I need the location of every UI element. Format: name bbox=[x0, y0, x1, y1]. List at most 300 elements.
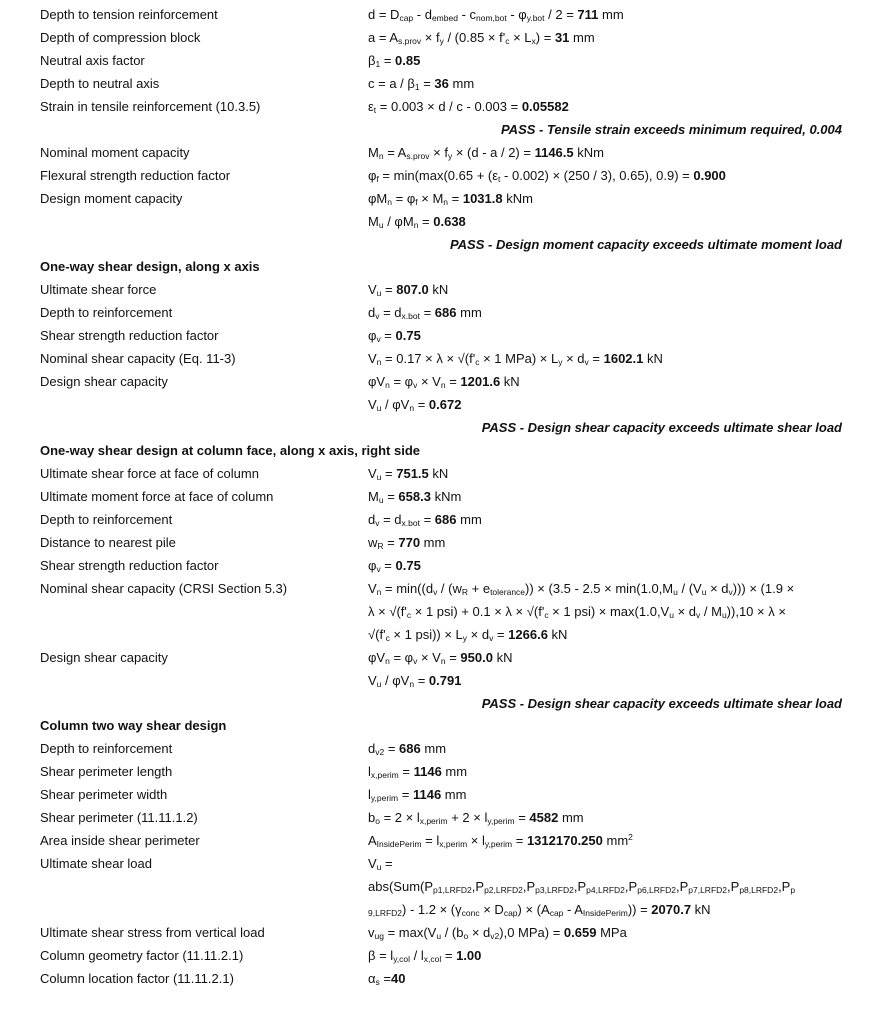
formula-subscript: ug bbox=[374, 931, 384, 941]
row-label: Depth to reinforcement bbox=[40, 741, 173, 757]
formula bbox=[368, 738, 446, 760]
calc-row bbox=[0, 578, 883, 600]
formula bbox=[368, 211, 466, 233]
formula-text: / φV bbox=[381, 672, 410, 688]
formula-text: = bbox=[419, 305, 435, 321]
result-unit: mm bbox=[456, 305, 482, 321]
formula-text: = min((d bbox=[381, 580, 434, 596]
calc-row bbox=[0, 968, 883, 990]
row-label: Design shear capacity bbox=[40, 649, 168, 665]
formula bbox=[368, 394, 461, 416]
calc-row bbox=[0, 463, 883, 485]
result-unit: kN bbox=[500, 374, 520, 390]
formula-subscript: v bbox=[375, 311, 380, 322]
formula-subscript: y bbox=[447, 150, 453, 161]
formula-text: β bbox=[368, 52, 376, 68]
formula-subscript: u bbox=[376, 862, 382, 873]
formula-text: l bbox=[368, 787, 371, 803]
row-label: Distance to nearest pile bbox=[40, 534, 176, 550]
calc-row bbox=[0, 670, 883, 692]
calc-row bbox=[0, 27, 883, 49]
row-label: Shear perimeter width bbox=[40, 787, 168, 803]
formula-subscript: x,perim bbox=[370, 770, 399, 781]
result-unit: MPa bbox=[596, 925, 627, 940]
formula-subscript: s bbox=[375, 976, 380, 987]
formula-text: = bbox=[398, 764, 414, 780]
formula bbox=[368, 532, 445, 554]
formula bbox=[368, 761, 467, 783]
formula-subscript: v bbox=[376, 563, 381, 574]
formula-subscript: u bbox=[376, 403, 382, 414]
formula-text: l bbox=[368, 764, 371, 780]
result-value: 2070.7 bbox=[651, 902, 692, 917]
calc-row bbox=[0, 738, 883, 760]
formula-subscript: u bbox=[378, 494, 384, 505]
formula bbox=[368, 27, 595, 49]
formula-text: abs(Sum(P bbox=[368, 879, 434, 895]
formula-text: = bbox=[383, 534, 399, 550]
formula-subscript: u bbox=[436, 931, 442, 941]
result-value: 0.05582 bbox=[521, 98, 569, 114]
result-unit: mm bbox=[420, 534, 446, 550]
formula-subscript: cap bbox=[549, 908, 564, 918]
formula-text: × d bbox=[467, 626, 490, 642]
formula-text: ,P bbox=[573, 879, 587, 895]
result-value: 0.85 bbox=[395, 52, 421, 68]
formula-text: λ × √(f' bbox=[368, 603, 407, 619]
calc-row bbox=[0, 899, 883, 921]
formula-text: a = A bbox=[368, 29, 398, 45]
result-unit: kN bbox=[691, 902, 711, 917]
result-unit: mm bbox=[441, 764, 468, 780]
formula-subscript: f bbox=[376, 173, 379, 184]
formula-text: - d bbox=[413, 7, 432, 22]
result-value: 1031.8 bbox=[462, 190, 503, 206]
formula-text: = φ bbox=[392, 190, 416, 206]
formula-subscript: y,col bbox=[393, 953, 411, 964]
formula bbox=[368, 302, 482, 324]
formula bbox=[368, 73, 474, 95]
pass-message: PASS - Design moment capacity exceeds ultimate moment load bbox=[449, 236, 842, 252]
formula-subscript: n bbox=[385, 380, 390, 391]
result-unit: mm bbox=[456, 511, 482, 527]
formula bbox=[368, 899, 711, 921]
formula-subscript: R bbox=[377, 540, 384, 551]
formula-text: √(f' bbox=[368, 626, 386, 642]
formula-text: = φ bbox=[389, 649, 414, 665]
result-unit: mm bbox=[441, 787, 467, 803]
formula bbox=[368, 188, 533, 210]
formula bbox=[368, 486, 461, 508]
calc-row bbox=[0, 601, 883, 623]
formula-subscript: y,perim bbox=[370, 793, 399, 804]
row-label: Nominal shear capacity (Eq. 11-3) bbox=[40, 351, 236, 367]
formula-text: d = D bbox=[368, 7, 400, 22]
result-unit: kNm bbox=[502, 190, 533, 206]
formula-text: d bbox=[368, 741, 376, 757]
formula-text: A bbox=[368, 833, 377, 849]
row-label: Area inside shear perimeter bbox=[40, 833, 200, 849]
formula-subscript: u bbox=[376, 678, 382, 689]
formula-subscript: y bbox=[462, 632, 468, 643]
formula-text: φ bbox=[368, 557, 377, 573]
formula-text: × d bbox=[562, 351, 585, 367]
formula-subscript: p1,LRFD2 bbox=[433, 885, 472, 896]
result-unit: kN bbox=[428, 282, 449, 298]
result-value: 751.5 bbox=[396, 466, 429, 481]
formula-subscript: p4,LRFD2 bbox=[586, 885, 625, 896]
row-label: Depth to neutral axis bbox=[40, 75, 160, 91]
formula bbox=[368, 279, 448, 301]
formula-text: = d bbox=[379, 511, 402, 527]
formula-text: b bbox=[368, 810, 376, 826]
calc-row bbox=[0, 784, 883, 806]
formula-text: × d bbox=[468, 925, 491, 940]
formula-text: = bbox=[441, 947, 457, 963]
section-heading: One-way shear design at column face, along x axis, right side bbox=[40, 443, 421, 459]
formula-subscript: x.bot bbox=[401, 311, 420, 322]
formula-subscript: o bbox=[463, 931, 469, 941]
formula-text: V bbox=[368, 856, 377, 872]
formula-text: ) - 1.2 × (γ bbox=[402, 902, 462, 917]
formula-subscript: p3,LRFD2 bbox=[535, 885, 574, 896]
formula-text: φV bbox=[368, 649, 386, 665]
result-unit: mm bbox=[448, 75, 475, 91]
row-label: Nominal moment capacity bbox=[40, 144, 190, 160]
formula-text: v bbox=[368, 925, 375, 940]
formula-text: = 0.003 × d / c - 0.003 = bbox=[376, 98, 522, 114]
formula-subscript: u bbox=[721, 609, 727, 620]
formula-text: × f bbox=[429, 144, 448, 160]
calc-row bbox=[0, 73, 883, 95]
formula-text: = bbox=[419, 511, 435, 527]
formula-subscript: v2 bbox=[375, 747, 385, 758]
formula-subscript: n bbox=[385, 655, 390, 666]
formula-subscript: 1 bbox=[414, 81, 420, 92]
calc-row bbox=[0, 509, 883, 531]
formula-text: V bbox=[368, 466, 377, 481]
result-value: 1146.5 bbox=[534, 144, 574, 160]
calc-row bbox=[0, 142, 883, 164]
formula-subscript: o bbox=[375, 816, 380, 827]
result-value: 0.638 bbox=[433, 213, 466, 229]
result-unit: mm bbox=[598, 7, 624, 22]
formula-subscript: u bbox=[378, 219, 384, 230]
formula-subscript: x,col bbox=[423, 953, 442, 964]
formula-subscript: n bbox=[378, 150, 384, 161]
result-value: 1201.6 bbox=[460, 374, 501, 390]
calc-row bbox=[0, 807, 883, 829]
formula-text: = 2 × l bbox=[379, 810, 420, 826]
result-unit: kNm bbox=[573, 144, 604, 160]
formula-text: M bbox=[368, 213, 379, 229]
formula-subscript: v bbox=[728, 586, 733, 597]
formula-text: = bbox=[445, 649, 461, 665]
formula-text: / (w bbox=[437, 580, 462, 596]
result-unit: kN bbox=[492, 649, 513, 665]
pass-message: PASS - Tensile strain exceeds minimum required, 0.004 bbox=[500, 121, 842, 137]
result-value: 807.0 bbox=[396, 282, 429, 298]
formula-text: = bbox=[384, 741, 400, 757]
result-value: 1146 bbox=[413, 764, 442, 780]
formula-subscript: x bbox=[531, 35, 536, 46]
formula-text: V bbox=[368, 580, 377, 596]
result-value: 686 bbox=[434, 511, 457, 527]
formula-subscript: InsidePerim bbox=[582, 908, 628, 918]
formula-subscript: v2 bbox=[490, 931, 500, 941]
pass-row bbox=[0, 417, 883, 439]
row-label: Flexural strength reduction factor bbox=[40, 167, 231, 183]
formula-text: = bbox=[379, 970, 391, 986]
pass-row bbox=[0, 119, 883, 141]
formula-subscript: tolerance bbox=[490, 586, 526, 597]
formula bbox=[368, 555, 421, 577]
formula bbox=[368, 325, 421, 347]
formula-text: / M bbox=[700, 603, 722, 619]
formula-subscript: x,perim bbox=[419, 816, 448, 827]
row-label: Ultimate shear stress from vertical load bbox=[40, 925, 265, 940]
formula-subscript: v bbox=[413, 655, 418, 666]
formula-text: ,P bbox=[624, 879, 638, 895]
formula-text: ,P bbox=[727, 879, 740, 895]
result-value: 686 bbox=[434, 305, 457, 321]
formula-text: w bbox=[368, 534, 378, 550]
formula-subscript: y,perim bbox=[487, 816, 515, 827]
formula-subscript: v bbox=[413, 380, 418, 391]
row-label: Shear strength reduction factor bbox=[40, 328, 219, 344]
calc-row bbox=[0, 945, 883, 967]
pass-message: PASS - Design shear capacity exceeds ultimate shear load bbox=[481, 695, 842, 711]
formula-text: )) = bbox=[627, 902, 652, 917]
section-heading: One-way shear design, along x axis bbox=[40, 259, 260, 275]
formula bbox=[368, 853, 393, 875]
calc-row bbox=[0, 325, 883, 347]
formula-subscript: n bbox=[409, 678, 415, 689]
calc-row bbox=[0, 4, 883, 26]
formula bbox=[368, 784, 466, 806]
formula-text: = bbox=[419, 75, 435, 91]
row-label: Nominal shear capacity (CRSI Section 5.3) bbox=[40, 580, 288, 596]
calc-row bbox=[0, 830, 883, 852]
result-value: 950.0 bbox=[460, 649, 493, 665]
formula-text: ) × (A bbox=[517, 902, 550, 917]
formula bbox=[368, 945, 481, 967]
formula-text: )) × (3.5 - 2.5 × min(1.0,M bbox=[525, 580, 674, 596]
formula-text: / 2 = bbox=[544, 7, 578, 22]
section-heading-row bbox=[0, 440, 883, 462]
formula-subscript: 1 bbox=[375, 58, 381, 69]
formula-subscript: nom,bot bbox=[476, 13, 507, 23]
formula-subscript: c bbox=[385, 632, 390, 643]
calc-row bbox=[0, 279, 883, 301]
formula-subscript: n bbox=[413, 219, 419, 230]
formula bbox=[368, 624, 567, 646]
formula-subscript: p bbox=[790, 885, 796, 896]
formula bbox=[368, 830, 633, 852]
row-label: Column geometry factor (11.11.2.1) bbox=[40, 947, 244, 963]
formula-text: × V bbox=[417, 649, 441, 665]
result-unit: kN bbox=[547, 626, 568, 642]
result-unit: mm bbox=[558, 810, 584, 826]
formula-text: - A bbox=[563, 902, 583, 917]
formula-text: c = a / β bbox=[368, 75, 415, 91]
formula-text: ,P bbox=[675, 879, 689, 895]
formula-text: × V bbox=[417, 374, 441, 390]
row-label: Shear perimeter (11.11.1.2) bbox=[40, 810, 198, 826]
formula bbox=[368, 922, 627, 944]
formula-subscript: InsidePerim bbox=[376, 839, 422, 850]
result-unit: mm bbox=[602, 833, 629, 849]
formula-text: = bbox=[418, 213, 434, 229]
formula-text: = bbox=[381, 466, 397, 481]
result-value: 711 bbox=[577, 7, 599, 22]
formula-text: V bbox=[368, 672, 377, 688]
formula-text: × (d - a / 2) = bbox=[452, 144, 535, 160]
calc-row bbox=[0, 165, 883, 187]
formula-text: × d bbox=[706, 580, 729, 596]
result-value: 0.791 bbox=[428, 672, 462, 688]
calc-row bbox=[0, 371, 883, 393]
calc-row bbox=[0, 211, 883, 233]
formula-subscript: 9,LRFD2 bbox=[368, 908, 403, 918]
row-label: Column location factor (11.11.2.1) bbox=[40, 970, 234, 986]
row-label: Design shear capacity bbox=[40, 374, 168, 390]
formula-text: ) = bbox=[535, 29, 555, 45]
section-heading: Column two way shear design bbox=[40, 718, 227, 734]
row-label: Shear strength reduction factor bbox=[40, 557, 219, 573]
formula-text: + e bbox=[468, 580, 491, 596]
formula-subscript: conc bbox=[461, 908, 480, 918]
result-value: 1266.6 bbox=[508, 626, 548, 642]
result-value: 1146 bbox=[412, 787, 442, 803]
formula-text: = min(max(0.65 + (ε bbox=[378, 167, 499, 183]
row-label: Depth to tension reinforcement bbox=[40, 7, 218, 22]
formula bbox=[368, 876, 795, 898]
formula-subscript: n bbox=[409, 403, 415, 414]
formula-text: ,P bbox=[471, 879, 485, 895]
formula-subscript: n bbox=[376, 586, 382, 597]
result-value: 0.75 bbox=[395, 328, 421, 344]
formula-subscript: u bbox=[376, 288, 382, 299]
formula-subscript: y.bot bbox=[526, 13, 545, 23]
formula-text: / (b bbox=[441, 925, 464, 940]
formula bbox=[368, 463, 448, 485]
calc-row bbox=[0, 302, 883, 324]
result-value: 0.75 bbox=[395, 557, 421, 573]
formula-subscript: s.prov bbox=[406, 150, 430, 161]
formula-text: V bbox=[368, 282, 377, 298]
formula-subscript: f bbox=[415, 196, 418, 207]
formula-subscript: v bbox=[375, 517, 380, 528]
formula-subscript: v bbox=[376, 334, 381, 345]
row-label: Neutral axis factor bbox=[40, 52, 145, 68]
formula-text: = bbox=[493, 626, 509, 642]
formula-subscript: c bbox=[544, 609, 549, 620]
formula-text: ))) × (1.9 × bbox=[732, 580, 795, 596]
formula bbox=[368, 647, 512, 669]
row-label: Design moment capacity bbox=[40, 190, 183, 206]
formula-subscript: p8,LRFD2 bbox=[739, 885, 779, 896]
result-value: 0.900 bbox=[693, 167, 726, 183]
formula-text: = bbox=[381, 282, 397, 298]
formula-text: V bbox=[368, 397, 377, 413]
formula-subscript: u bbox=[701, 586, 707, 597]
result-value: 1602.1 bbox=[603, 351, 644, 367]
formula-text: = 0.17 × λ × √(f' bbox=[381, 351, 476, 367]
formula-text: ε bbox=[368, 98, 374, 114]
formula-subscript: x.bot bbox=[401, 517, 420, 528]
formula-subscript: n bbox=[443, 196, 449, 207]
formula-text: × f bbox=[421, 29, 440, 45]
formula-text: = bbox=[414, 672, 429, 688]
formula-subscript: n bbox=[440, 655, 446, 666]
result-value: 0.672 bbox=[428, 397, 462, 413]
section-heading-row bbox=[0, 715, 883, 737]
row-label: Ultimate moment force at face of column bbox=[40, 488, 274, 504]
calc-row bbox=[0, 50, 883, 72]
calc-row bbox=[0, 624, 883, 646]
formula bbox=[368, 968, 405, 990]
formula-text: × 1 psi) + 0.1 × λ × √(f' bbox=[411, 603, 545, 619]
formula-text: M bbox=[368, 144, 379, 160]
formula-text: = bbox=[380, 52, 396, 68]
formula-text: / (V bbox=[677, 580, 702, 596]
formula-subscript: v bbox=[584, 357, 589, 368]
formula-subscript: x,perim bbox=[439, 839, 468, 850]
result-unit: mm bbox=[420, 741, 447, 757]
formula-subscript: R bbox=[461, 586, 469, 597]
calc-row bbox=[0, 96, 883, 118]
calc-row bbox=[0, 555, 883, 577]
row-label: Depth to reinforcement bbox=[40, 305, 173, 321]
formula-text: × 1 MPa) × L bbox=[479, 351, 559, 367]
formula-text: = bbox=[383, 488, 399, 504]
formula-subscript: p6,LRFD2 bbox=[637, 885, 676, 896]
formula-text: = max(V bbox=[383, 925, 437, 940]
calc-row bbox=[0, 348, 883, 370]
result-unit: mm bbox=[569, 29, 595, 45]
formula bbox=[368, 578, 794, 600]
formula-text: / φM bbox=[383, 213, 414, 229]
formula-text: × L bbox=[509, 29, 532, 45]
formula bbox=[368, 371, 520, 393]
calc-row bbox=[0, 394, 883, 416]
formula-text: = bbox=[380, 328, 396, 344]
formula bbox=[368, 509, 482, 531]
formula-subscript: n bbox=[440, 380, 446, 391]
row-label: Ultimate shear load bbox=[40, 856, 152, 872]
pass-row bbox=[0, 234, 883, 256]
formula-text: / l bbox=[410, 947, 424, 963]
formula-text: × l bbox=[467, 833, 485, 849]
formula-text: = bbox=[414, 397, 429, 413]
pass-message: PASS - Design shear capacity exceeds ultimate shear load bbox=[481, 420, 842, 436]
calc-row bbox=[0, 922, 883, 944]
calc-row bbox=[0, 647, 883, 669]
formula-text: + 2 × l bbox=[447, 810, 488, 826]
formula-subscript: y bbox=[558, 357, 563, 368]
row-label: Ultimate shear force bbox=[40, 282, 157, 298]
formula bbox=[368, 670, 461, 692]
formula-subscript: embed bbox=[431, 13, 458, 23]
formula bbox=[368, 50, 420, 72]
formula-text: = d bbox=[379, 305, 402, 321]
result-unit: kN bbox=[643, 351, 663, 367]
formula-text: × d bbox=[673, 603, 697, 619]
section-heading-row bbox=[0, 256, 883, 278]
formula-subscript: y,perim bbox=[484, 839, 513, 850]
formula-text: / (0.85 × f' bbox=[443, 29, 506, 45]
